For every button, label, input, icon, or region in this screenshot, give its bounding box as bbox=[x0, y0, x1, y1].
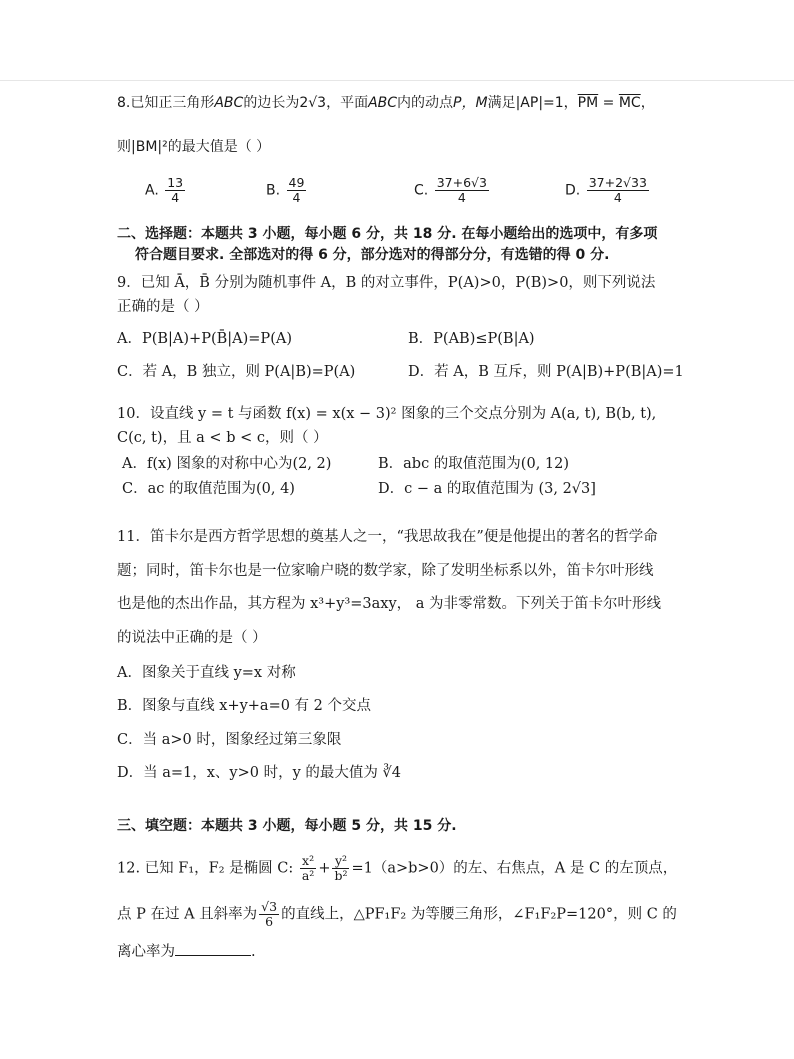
plus-sign: + bbox=[318, 860, 331, 877]
q8-question: 的最大值是（ ） bbox=[167, 139, 271, 155]
q12-text: 的直线上，△PF₁F₂ 为等腰三角形，∠F₁F₂P=120°，则 C 的 bbox=[281, 906, 677, 923]
q8-side-length: 2√3 bbox=[299, 95, 327, 111]
denominator: 4 bbox=[613, 190, 622, 205]
q8-option-c[interactable] bbox=[414, 176, 491, 205]
q8-abc: ABC bbox=[368, 95, 398, 111]
fraction bbox=[287, 176, 307, 205]
denominator: 6 bbox=[265, 914, 274, 929]
numerator: 49 bbox=[288, 175, 305, 190]
top-divider bbox=[0, 80, 794, 81]
q12-text: 离心率为 bbox=[117, 944, 175, 960]
q8-abc: ABC bbox=[214, 95, 244, 111]
denominator: b² bbox=[334, 868, 348, 883]
q12-line3 bbox=[117, 941, 256, 961]
q9-option-b[interactable]: B．P(AB)≤P(B|A) bbox=[408, 331, 535, 347]
q8-text: 已知正三角形 bbox=[130, 95, 215, 111]
q8-text: 内的动点 bbox=[397, 95, 454, 111]
q8-vector-pm: $\overline{PM}$ bbox=[577, 95, 599, 111]
option-label: A. bbox=[145, 182, 159, 199]
q8-bm-squared: |BM|² bbox=[131, 139, 168, 155]
q11-line4: 的说法中正确的是（ ） bbox=[117, 630, 267, 646]
q11-option-d[interactable]: D．当 a=1，x、y>0 时，y 的最大值为 ∛4 bbox=[117, 765, 401, 781]
q11-line3: 也是他的杰出作品，其方程为 x³+y³=3axy， a 为非零常数。下列关于笛卡尔叶形线 bbox=[117, 596, 662, 612]
q9-option-c[interactable]: C．若 A，B 独立，则 P(A|B)=P(A) bbox=[117, 364, 356, 380]
numerator: √3 bbox=[261, 899, 278, 914]
numerator: y² bbox=[332, 854, 349, 869]
q12-text: 12. 已知 F₁，F₂ 是椭圆 C: bbox=[117, 860, 294, 877]
q12-line1 bbox=[117, 854, 677, 883]
q11-option-b[interactable]: B．图象与直线 x+y+a=0 有 2 个交点 bbox=[117, 698, 372, 714]
answer-blank[interactable] bbox=[175, 941, 251, 956]
q12-text: 点 P 在过 A 且斜率为 bbox=[117, 906, 258, 923]
numerator: 37+6√3 bbox=[436, 175, 487, 190]
q8-line2 bbox=[117, 138, 270, 156]
q9-line1: 9．已知 Ā，B̄ 分别为随机事件 A，B 的对立事件，P(A)>0，P(B)>0，则下列说法 bbox=[117, 275, 656, 291]
q12-text: . bbox=[251, 944, 256, 960]
q9-option-a[interactable]: A．P(B|A)+P(B̄|A)=P(A) bbox=[117, 331, 292, 347]
option-label: C. bbox=[414, 182, 429, 199]
q9-line2: 正确的是（ ） bbox=[117, 299, 209, 315]
section3-heading: 三、填空题：本题共 3 小题，每小题 5 分，共 15 分. bbox=[117, 818, 457, 834]
denominator: 4 bbox=[457, 190, 466, 205]
fraction bbox=[165, 176, 185, 205]
option-label: B. bbox=[266, 182, 281, 199]
section2-heading: 二、选择题：本题共 3 小题，每小题 6 分，共 18 分. 在每小题给出的选项中，有多项 bbox=[117, 226, 658, 242]
q10-line2: C(c, t)，且 a < b < c，则（ ） bbox=[117, 430, 328, 446]
q11-line2: 题；同时，笛卡尔也是一位家喻户晓的数学家，除了发明坐标系以外，笛卡尔叶形线 bbox=[117, 563, 654, 579]
q12-line2 bbox=[117, 900, 677, 929]
q8-option-a[interactable] bbox=[145, 176, 187, 205]
q9-option-d[interactable]: D．若 A，B 互斥，则 P(A|B)+P(B|A)=1 bbox=[408, 364, 684, 380]
q10-option-b[interactable]: B．abc 的取值范围为(0, 12) bbox=[378, 456, 570, 472]
q10-option-a[interactable]: A．f(x) 图象的对称中心为(2, 2) bbox=[122, 456, 332, 472]
denominator: a² bbox=[301, 868, 315, 883]
q11-line1: 11．笛卡尔是西方哲学思想的奠基人之一，“我思故我在”便是他提出的著名的哲学命 bbox=[117, 529, 658, 545]
q8-option-b[interactable] bbox=[266, 176, 308, 205]
numerator: x² bbox=[300, 854, 316, 869]
q8-text: ，平面 bbox=[326, 95, 369, 111]
q8-vector-mc: $\overline{MC}$ bbox=[618, 95, 641, 111]
q8-number: 8. bbox=[117, 95, 131, 111]
q8-points: P，M bbox=[453, 95, 488, 111]
fraction bbox=[435, 176, 489, 205]
q8-text: 满足 bbox=[487, 95, 516, 111]
fraction bbox=[587, 176, 649, 205]
q8-text: 则 bbox=[117, 139, 131, 155]
q8-option-d[interactable] bbox=[565, 176, 651, 205]
fraction-x-over-a bbox=[300, 854, 316, 883]
q8-condition-ap: |AP|=1 bbox=[515, 95, 564, 111]
q10-option-c[interactable]: C．ac 的取值范围为(0, 4) bbox=[122, 481, 295, 497]
option-label: D. bbox=[565, 182, 581, 199]
q11-option-a[interactable]: A．图象关于直线 y=x 对称 bbox=[117, 665, 296, 681]
numerator: 13 bbox=[167, 175, 184, 190]
q8-text: 的边长为 bbox=[243, 95, 300, 111]
denominator: 4 bbox=[292, 190, 301, 205]
numerator: 37+2√33 bbox=[588, 175, 647, 190]
q10-option-d[interactable]: D．c − a 的取值范围为 (3, 2√3] bbox=[378, 481, 596, 497]
q8-line1: 8.已知正三角形ABC的边长为2√3，平面ABC内的动点P，M满足|AP|=1，$\overline{PM} = \overline{MC}$， bbox=[117, 95, 655, 111]
q11-option-c[interactable]: C．当 a>0 时，图象经过第三象限 bbox=[117, 732, 342, 748]
q10-line1: 10．设直线 y = t 与函数 f(x) = x(x − 3)² 图象的三个交点分别为 A(a, t), B(b, t), bbox=[117, 406, 657, 422]
fraction-y-over-b bbox=[332, 854, 349, 883]
fraction-slope bbox=[259, 900, 279, 929]
section2-instructions: 符合题目要求. 全部选对的得 6 分，部分选对的得部分分，有选错的得 0 分. bbox=[135, 247, 610, 263]
q12-text: =1（a>b>0）的左、右焦点，A 是 C 的左顶点， bbox=[351, 860, 678, 877]
denominator: 4 bbox=[171, 190, 180, 205]
